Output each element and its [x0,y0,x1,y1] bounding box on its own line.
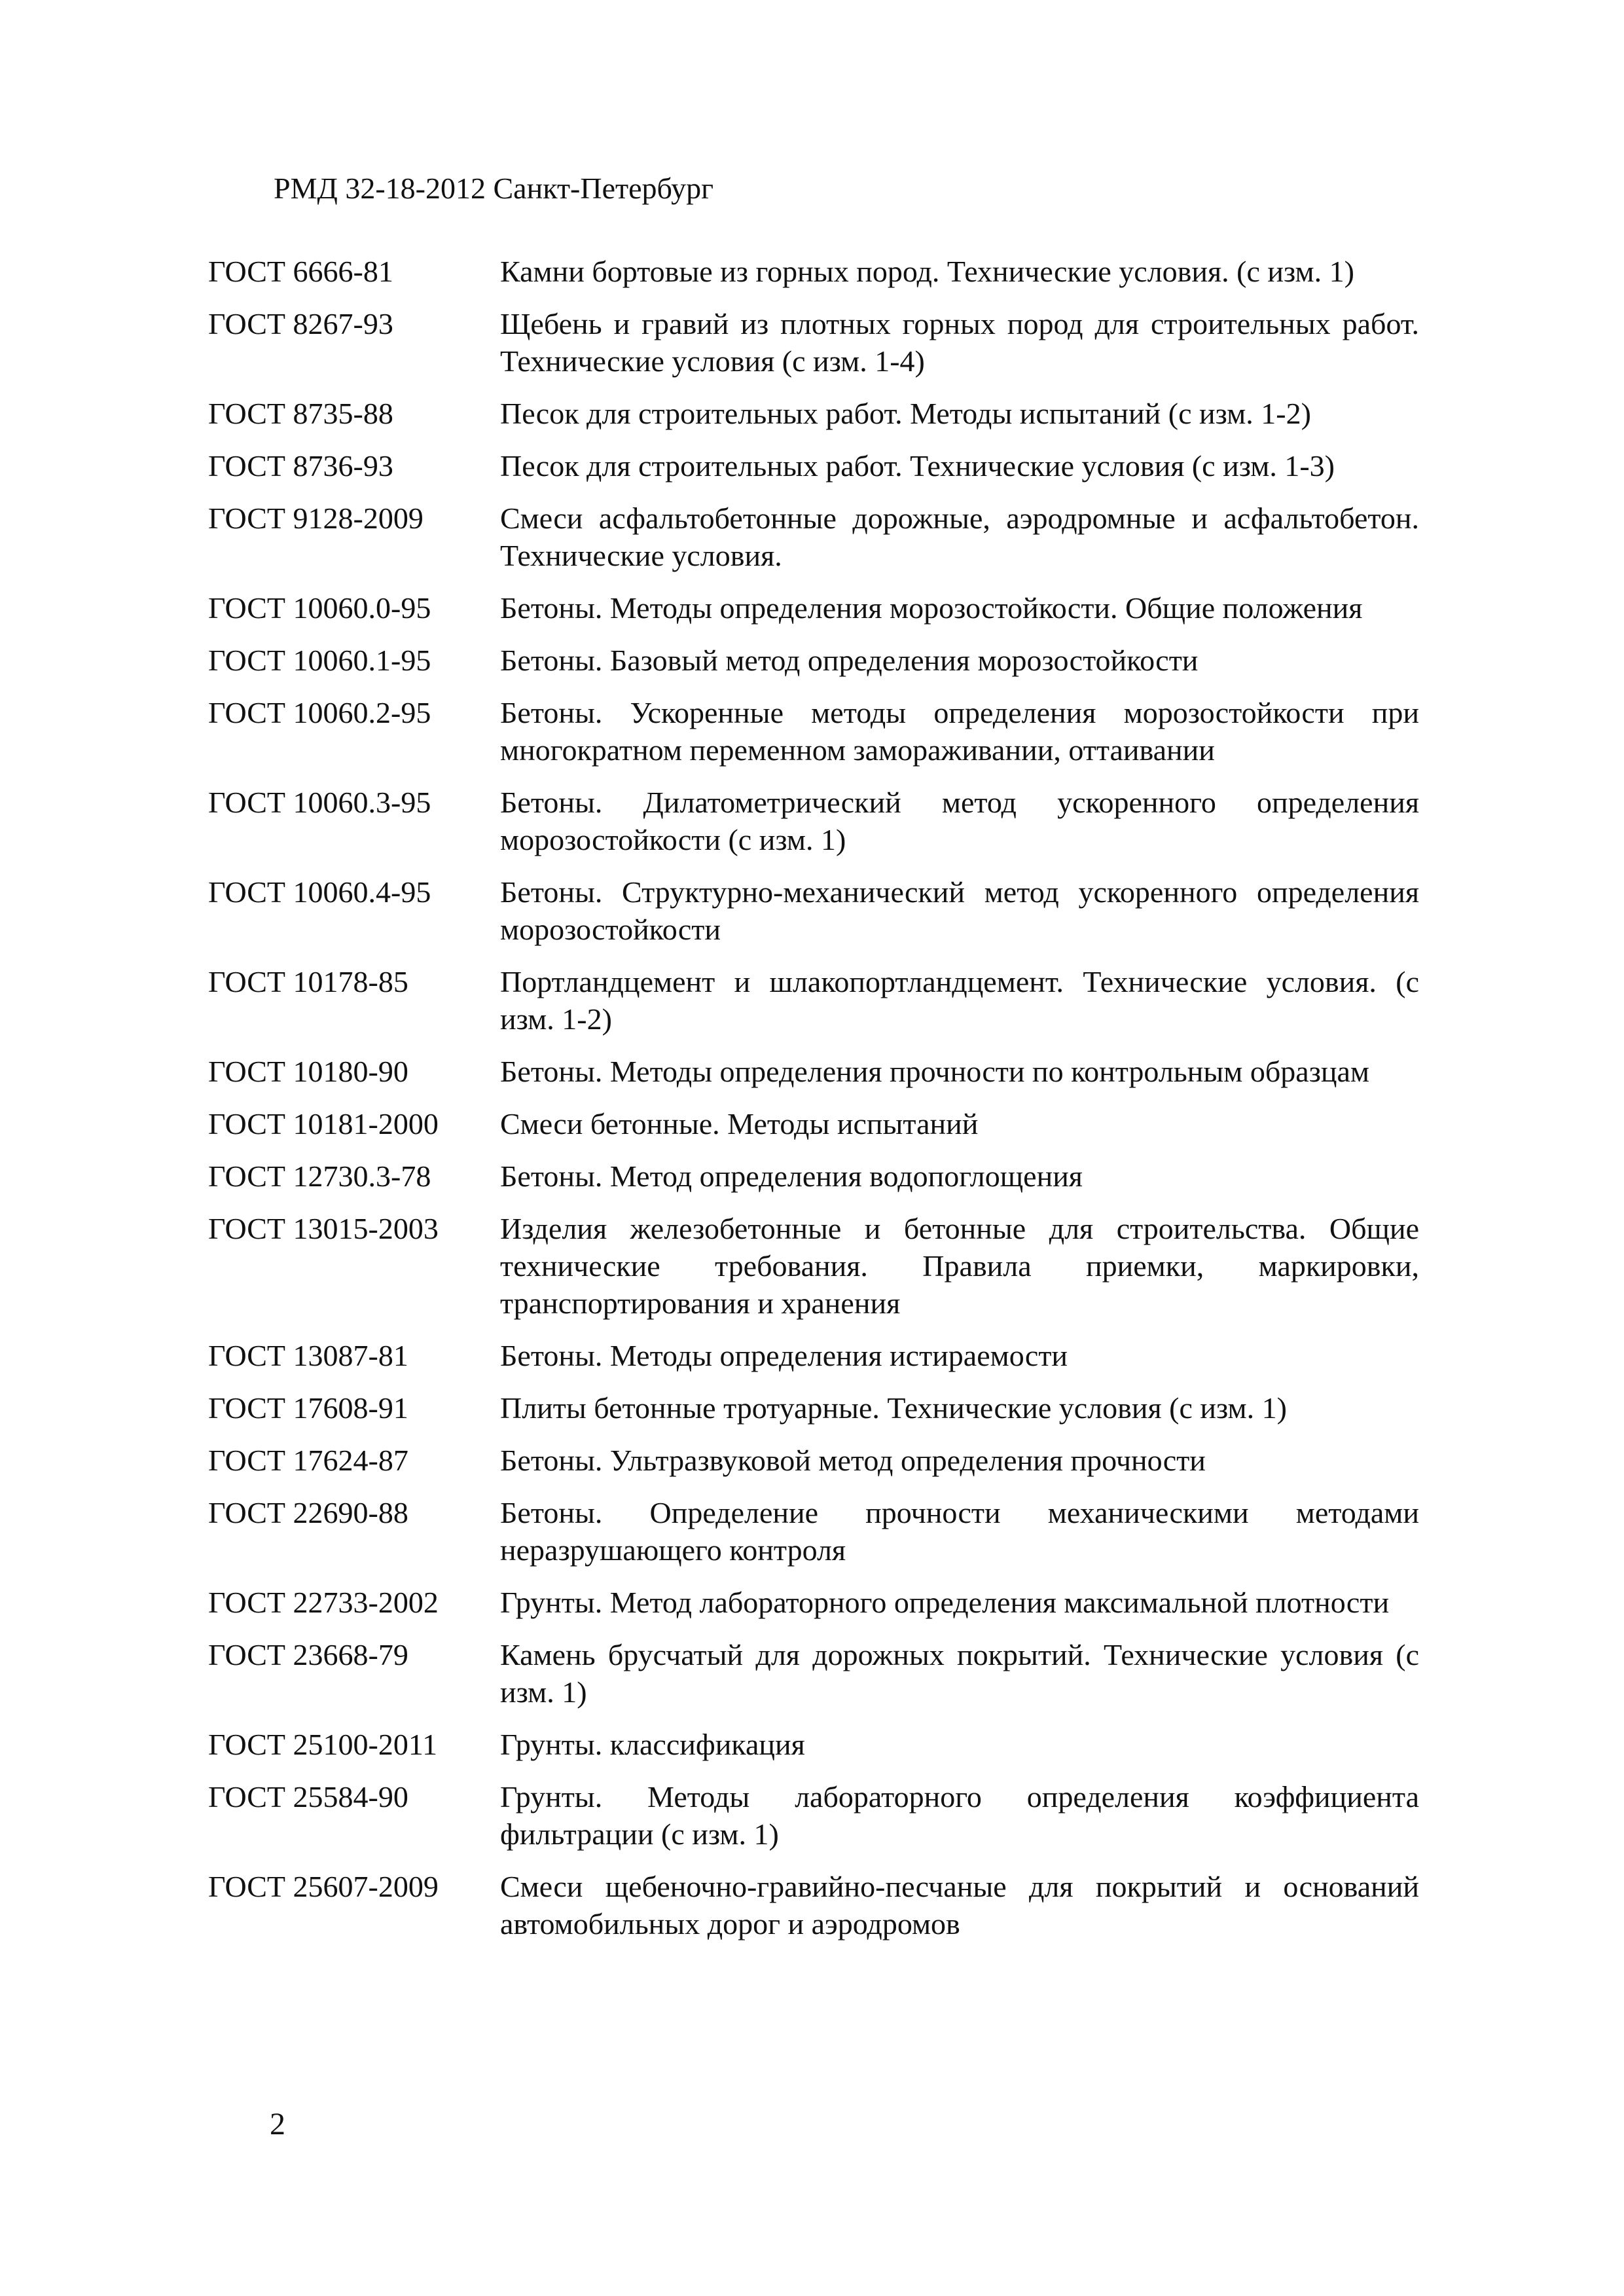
list-item [208,1494,1419,1569]
standard-code: ГОСТ 10060.2-95 [208,696,431,729]
standard-description: Бетоны. Структурно-механический метод ускоренного определения морозостойкости [500,875,1419,946]
standard-code: ГОСТ 8735-88 [208,397,393,430]
standard-description: Бетоны. Дилатометрический метод ускоренного определения морозостойкости (с изм. 1) [500,786,1419,856]
standard-code: ГОСТ 6666-81 [208,255,393,288]
standard-code: ГОСТ 25607-2009 [208,1870,439,1903]
list-item [208,1636,1419,1711]
standard-description: Изделия железобетонные и бетонные для строительства. Общие технические требования. Правила приемки, маркировки, транспортирования и хранения [500,1212,1419,1320]
standard-description: Бетоны. Методы определения морозостойкости. Общие положения [500,591,1363,625]
standard-description: Песок для строительных работ. Методы испытаний (с изм. 1-2) [500,397,1311,430]
standard-code: ГОСТ 10180-90 [208,1055,408,1088]
standard-description: Камень брусчатый для дорожных покрытий. Технические условия (с изм. 1) [500,1638,1419,1709]
standard-description: Грунты. Методы лабораторного определения коэффициента фильтрации (с изм. 1) [500,1780,1419,1851]
standard-code: ГОСТ 13087-81 [208,1339,408,1372]
list-item [208,1442,1419,1479]
standard-description: Смеси асфальтобетонные дорожные, аэродромные и асфальтобетон. Технические условия. [500,501,1419,572]
standard-code: ГОСТ 10060.4-95 [208,875,431,909]
standard-description: Бетоны. Ультразвуковой метод определения прочности [500,1444,1206,1477]
standard-code: ГОСТ 10178-85 [208,965,408,998]
list-item [208,1868,1419,1942]
standard-code: ГОСТ 13015-2003 [208,1212,439,1245]
standard-code: ГОСТ 10181-2000 [208,1107,439,1140]
standard-code: ГОСТ 25100-2011 [208,1728,438,1761]
standard-description: Бетоны. Базовый метод определения морозостойкости [500,644,1199,677]
list-item [208,873,1419,948]
standard-description: Портландцемент и шлакопортландцемент. Технические условия. (с изм. 1-2) [500,965,1419,1036]
standard-code: ГОСТ 17608-91 [208,1391,408,1425]
list-item [208,589,1419,627]
standard-code: ГОСТ 9128-2009 [208,501,424,535]
standard-description: Грунты. Метод лабораторного определения максимальной плотности [500,1586,1390,1619]
standard-code: ГОСТ 8267-93 [208,307,393,340]
list-item [208,1584,1419,1621]
standard-code: ГОСТ 17624-87 [208,1444,408,1477]
document-header: РМД 32-18-2012 Санкт-Петербург [274,172,714,205]
standard-code: ГОСТ 23668-79 [208,1638,408,1671]
list-item [208,305,1419,380]
standard-description: Щебень и гравий из плотных горных пород для строительных работ. Технические условия (с изм. 1-4) [500,307,1419,378]
list-item [208,1105,1419,1142]
standard-description: Бетоны. Методы определения прочности по контрольным образцам [500,1055,1370,1088]
standard-code: ГОСТ 22733-2002 [208,1586,439,1619]
standard-description: Камни бортовые из горных пород. Технические условия. (с изм. 1) [500,255,1354,288]
standard-description: Песок для строительных работ. Технические условия (с изм. 1-3) [500,449,1335,483]
list-item [208,694,1419,769]
list-item [208,1726,1419,1763]
list-item [208,1778,1419,1853]
standard-description: Грунты. классификация [500,1728,805,1761]
standard-code: ГОСТ 12730.3-78 [208,1159,431,1193]
list-item [208,500,1419,574]
list-item [208,963,1419,1038]
list-item [208,447,1419,484]
list-item [208,253,1419,290]
standard-description: Смеси бетонные. Методы испытаний [500,1107,979,1140]
list-item [208,1210,1419,1322]
standard-description: Плиты бетонные тротуарные. Технические условия (с изм. 1) [500,1391,1287,1425]
list-item [208,642,1419,679]
standard-description: Бетоны. Методы определения истираемости [500,1339,1068,1372]
list-item [208,784,1419,858]
standard-code: ГОСТ 10060.1-95 [208,644,431,677]
standards-list [208,253,1419,1958]
standard-code: ГОСТ 25584-90 [208,1780,408,1813]
standard-description: Бетоны. Метод определения водопоглощения [500,1159,1083,1193]
list-item [208,1053,1419,1090]
standard-description: Бетоны. Ускоренные методы определения морозостойкости при многократном переменном замораживании, оттаивании [500,696,1419,767]
standard-code: ГОСТ 22690-88 [208,1496,408,1529]
list-item [208,1157,1419,1195]
list-item [208,395,1419,432]
standard-description: Бетоны. Определение прочности механическими методами неразрушающего контроля [500,1496,1419,1567]
standard-code: ГОСТ 10060.3-95 [208,786,431,819]
list-item [208,1389,1419,1427]
page-number: 2 [270,2107,285,2141]
standard-description: Смеси щебеночно-гравийно-песчаные для покрытий и оснований автомобильных дорог и аэродромов [500,1870,1419,1941]
standard-code: ГОСТ 10060.0-95 [208,591,431,625]
standard-code: ГОСТ 8736-93 [208,449,393,483]
list-item [208,1337,1419,1374]
